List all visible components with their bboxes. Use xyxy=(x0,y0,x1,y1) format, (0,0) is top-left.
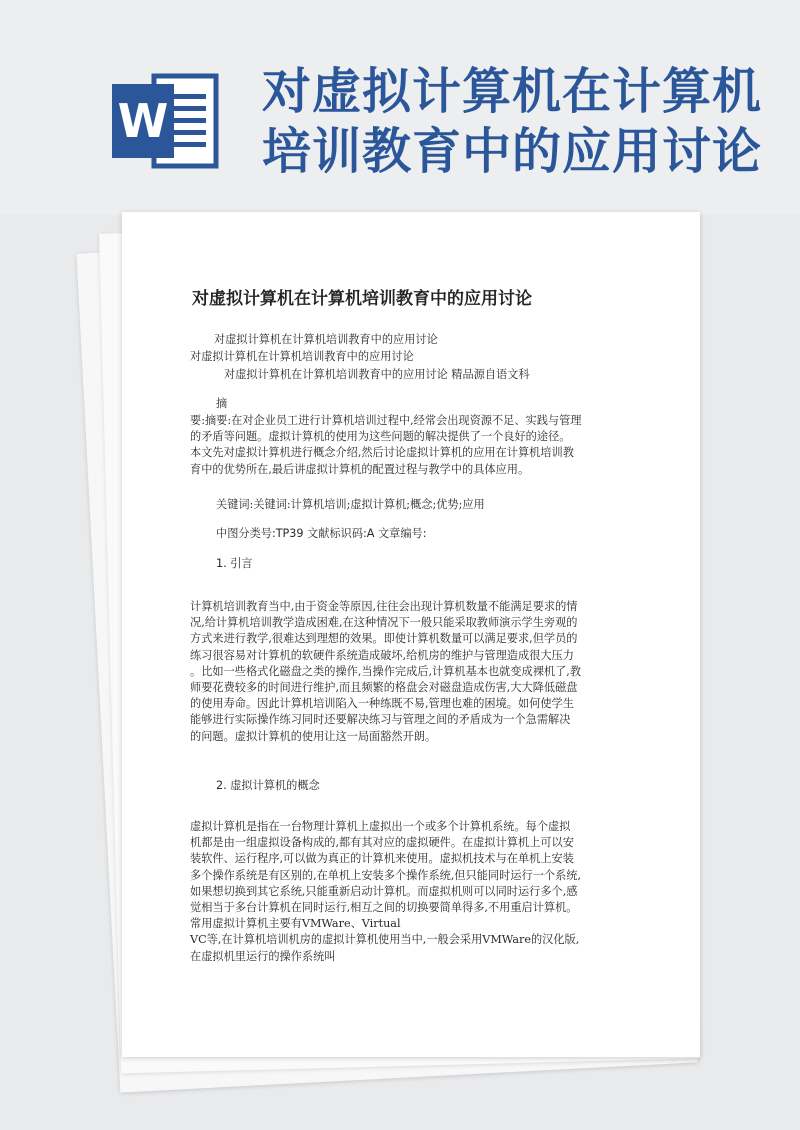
paragraph-line: VC等,在计算机培训机房的虚拟计算机使用当中,一般会采用VMWare的汉化版, xyxy=(190,933,580,947)
word-document-icon xyxy=(108,72,220,170)
document-page xyxy=(122,212,700,1057)
section-heading: 1. 引言 xyxy=(216,557,253,570)
section-1-paragraph xyxy=(190,599,636,745)
paragraph-line: 师要花费较多的时间进行维护,而且频繁的格盘会对磁盘造成伤害,大大降低磁盘 xyxy=(190,681,578,695)
word-icon-letter: W xyxy=(117,94,169,148)
paragraph-line: 在虚拟机里运行的操作系统叫 xyxy=(190,949,336,963)
paragraph-line: 常用虚拟计算机主要有VMWare、Virtual xyxy=(190,917,401,931)
abstract-paragraph xyxy=(190,413,636,478)
classification-line: 中图分类号:TP39 文献标识码:A 文章编号: xyxy=(216,527,427,540)
header-line: 对虚拟计算机在计算机培训教育中的应用讨论 xyxy=(190,350,414,363)
banner-title-line-2: 培训教育中的应用讨论 xyxy=(262,123,763,180)
paragraph-line: 计算机培训教育当中,由于资金等原因,往往会出现计算机数量不能满足要求的情 xyxy=(190,600,578,613)
paragraph-line: 如果想切换到其它系统,只能重新启动计算机。而虚拟机则可以同时运行多个,感 xyxy=(190,884,578,898)
document-title: 对虚拟计算机在计算机培训教育中的应用讨论 xyxy=(192,289,532,309)
section-2-paragraph xyxy=(190,819,636,965)
paragraph-line: 。比如一些格式化磁盘之类的操作,当操作完成后,计算机基本也就变成裸机了,教 xyxy=(190,664,582,678)
banner-title xyxy=(262,62,782,182)
abstract-line: 育中的优势所在,最后讲虚拟计算机的配置过程与教学中的具体应用。 xyxy=(190,462,530,476)
banner xyxy=(0,0,800,215)
banner-title-line-1: 对虚拟计算机在计算机 xyxy=(262,63,763,120)
paragraph-line: 能够进行实际操作练习同时还要解决练习与管理之间的矛盾成为一个急需解决 xyxy=(190,713,571,727)
paragraph-line: 多个操作系统是有区别的,在单机上安装多个操作系统,但只能同时运行一个系统, xyxy=(190,868,582,882)
paragraph-line: 况,给计算机培训教学造成困难,在这种情况下一般只能采取教师演示学生旁观的 xyxy=(190,616,578,630)
paragraph-line: 的问题。虚拟计算机的使用让这一局面豁然开朗。 xyxy=(190,729,437,743)
paragraph-line: 觉相当于多台计算机在同时运行,相互之间的切换要简单得多,不用重启计算机。 xyxy=(190,901,578,915)
paragraph-line: 虚拟计算机是指在一台物理计算机上虚拟出一个或多个计算机系统。每个虚拟 xyxy=(190,820,571,833)
header-line: 对虚拟计算机在计算机培训教育中的应用讨论 精品源自语文科 xyxy=(224,368,530,381)
abstract-line: 要:摘要:在对企业员工进行计算机培训过程中,经常会出现资源不足、实践与管理 xyxy=(190,414,582,427)
abstract-label: 摘 xyxy=(216,397,228,410)
paragraph-line: 方式来进行教学,很难达到理想的效果。即使计算机数量可以满足要求,但学员的 xyxy=(190,632,578,646)
section-heading: 2. 虚拟计算机的概念 xyxy=(216,779,320,792)
keywords: 关键词:关键词:计算机培训;虚拟计算机;概念;优势;应用 xyxy=(216,498,485,511)
abstract-line: 本文先对虚拟计算机进行概念介绍,然后讨论虚拟计算机的应用在计算机培训教 xyxy=(190,446,574,460)
header-line: 对虚拟计算机在计算机培训教育中的应用讨论 xyxy=(214,333,438,346)
abstract-line: 的矛盾等问题。虚拟计算机的使用为这些问题的解决提供了一个良好的途径。 xyxy=(190,430,571,444)
paragraph-line: 练习很容易对计算机的软硬件系统造成破坏,给机房的维护与管理造成很大压力 xyxy=(190,648,574,662)
paragraph-line: 装软件、运行程序,可以做为真正的计算机来使用。虚拟机技术与在单机上安装 xyxy=(190,852,574,866)
paragraph-line: 的使用寿命。因此计算机培训陷入一种练既不易,管理也难的困境。如何使学生 xyxy=(190,697,574,711)
paragraph-line: 机都是由一组虚拟设备构成的,都有其对应的虚拟硬件。在虚拟计算机上可以安 xyxy=(190,836,574,850)
